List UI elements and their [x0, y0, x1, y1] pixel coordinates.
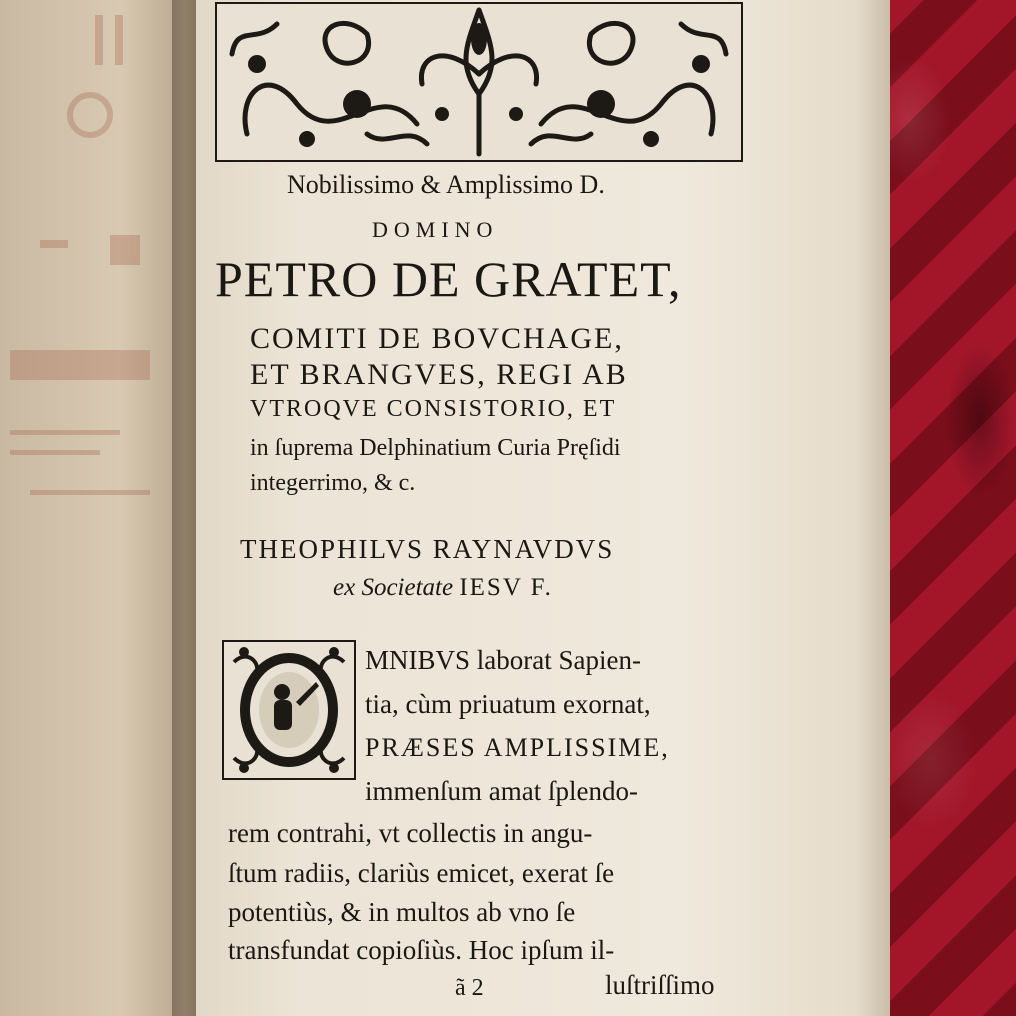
author-society	[333, 574, 553, 602]
body-line-2: tia, cùm priuatum exornat,	[365, 689, 651, 719]
dedication-line-4: COMITI DE BOVCHAGE,	[250, 322, 624, 355]
body-line-4: immenſum amat ſplendo-	[365, 776, 638, 806]
dedication-line-5: ET BRANGVES, REGI AB	[250, 358, 628, 391]
dedication-line-8: integerrimo, & c.	[250, 470, 416, 496]
catchword: luſtriſſimo	[605, 970, 715, 1000]
ornamental-headpiece	[215, 2, 743, 162]
dedication-line-1: Nobilissimo & Amplissimo D.	[287, 170, 605, 199]
body-line-6: ſtum radiis, clariùs emicet, exerat ſe	[228, 858, 615, 888]
red-fabric-background	[870, 0, 1016, 1016]
author-society-caps: IESV F.	[459, 574, 553, 601]
left-page-bleed-through	[0, 0, 200, 1016]
headpiece-ornament	[217, 4, 741, 160]
dedication-line-7: in ſuprema Delphinatium Curia Pręſidi	[250, 435, 621, 461]
body-line-3: PRÆSES AMPLISSIME,	[365, 733, 670, 762]
author-society-italic: ex Societate	[333, 574, 454, 601]
body-line-1: MNIBVS laborat Sapien-	[365, 645, 641, 675]
dedication-name: PETRO DE GRATET,	[215, 251, 682, 307]
decorative-initial-o	[222, 640, 356, 780]
body-line-7: potentiùs, & in multos ab vno ſe	[228, 897, 576, 927]
dedication-line-2: DOMINO	[372, 217, 499, 242]
body-line-5: rem contrahi, vt collectis in angu-	[228, 818, 593, 848]
body-line-8: transfundat copioſiùs. Hoc ipſum il-	[228, 935, 615, 965]
author-name: THEOPHILVS RAYNAVDVS	[240, 534, 615, 564]
dedication-line-6: VTROQVE CONSISTORIO, ET	[250, 396, 617, 422]
initial-o-illustration	[224, 642, 354, 778]
signature-mark: ã 2	[455, 975, 484, 1001]
left-page	[0, 0, 200, 1016]
